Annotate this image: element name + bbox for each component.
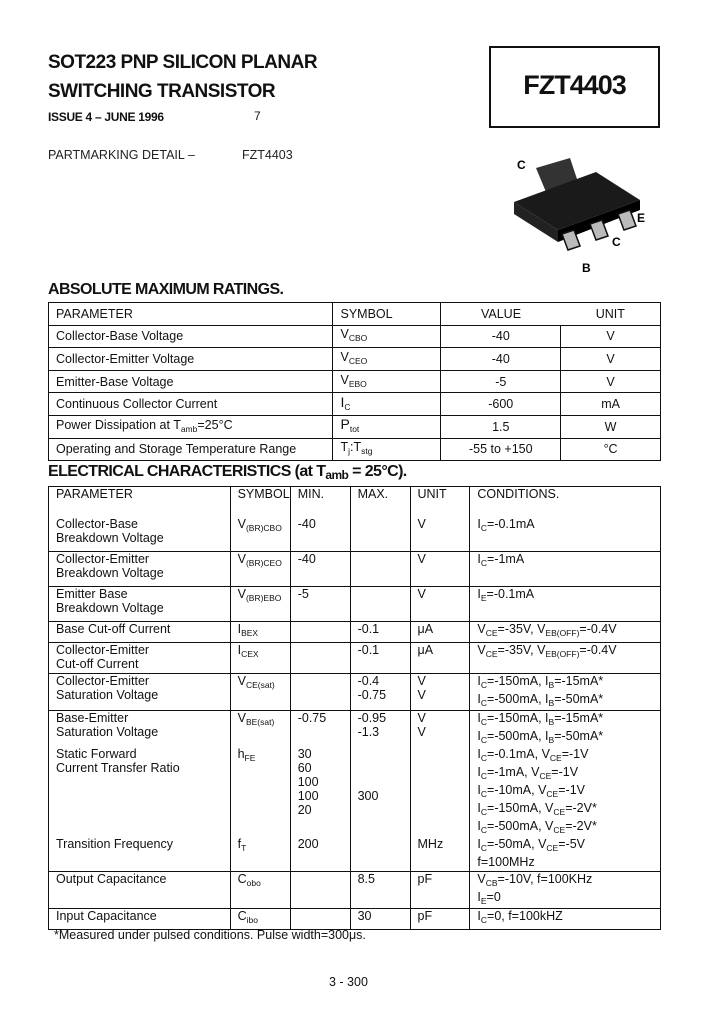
param-cell: Output Capacitance xyxy=(49,872,231,909)
footnote: *Measured under pulsed conditions. Pulse width=300μs. xyxy=(54,928,366,942)
value-cell: -40 xyxy=(441,348,561,371)
partmarking-value: FZT4403 xyxy=(242,148,293,162)
value-cell: -5 xyxy=(441,370,561,393)
table-row xyxy=(49,909,661,930)
cond-cell: $I_C=0$, f=100kHZ xyxy=(470,909,661,930)
symbol-cell: $V_{CE(sat)}$ xyxy=(230,674,290,711)
unit-cell xyxy=(410,747,470,837)
pin-label-b: B xyxy=(582,261,591,275)
value-cell: -40 xyxy=(441,325,561,348)
max-cell xyxy=(350,587,410,622)
symbol-cell: $I_C$ xyxy=(333,393,441,416)
unit-cell: V V xyxy=(410,674,470,711)
param-cell: Input Capacitance xyxy=(49,909,231,930)
param-cell: Base Cut-off Current xyxy=(49,622,231,643)
issue-mark: 7 xyxy=(254,109,261,123)
min-cell: -40 xyxy=(290,552,350,587)
table-row xyxy=(49,517,661,552)
param-cell: Collector-Base Voltage xyxy=(49,325,333,348)
unit-cell: V V xyxy=(410,711,470,748)
pin-e xyxy=(618,210,636,230)
min-cell: 200 xyxy=(290,837,350,872)
max-cell xyxy=(350,837,410,872)
table-row xyxy=(49,711,661,748)
pin-label-e: E xyxy=(637,211,646,225)
col-unit: UNIT xyxy=(410,487,470,518)
elec-header-row xyxy=(49,487,661,518)
param-cell: Transition Frequency xyxy=(49,837,231,872)
pin-label-c-top: C xyxy=(517,158,526,172)
cond-cell: $V_{CB}=-10V$, f=100KHz $I_E=0$ xyxy=(470,872,661,909)
part-number: FZT4403 xyxy=(523,70,626,100)
symbol-cell: $V_{CBO}$ xyxy=(333,325,441,348)
cond-cell: $I_C=-150mA$, $I_B=-15mA*$ $I_C=-500mA$, $I_B=-50mA*$ xyxy=(470,674,661,711)
table-row xyxy=(49,587,661,622)
min-cell xyxy=(290,674,350,711)
col-min: MIN. xyxy=(290,487,350,518)
partmarking-label: PARTMARKING DETAIL – xyxy=(48,148,195,162)
col-symbol: SYMBOL xyxy=(230,487,290,518)
symbol-cell: $V_{CEO}$ xyxy=(333,348,441,371)
param-cell: Static Forward Current Transfer Ratio xyxy=(49,747,231,837)
table-row xyxy=(49,872,661,909)
max-cell: -0.1 xyxy=(350,622,410,643)
unit-cell: pF xyxy=(410,909,470,930)
elec-title: ELECTRICAL CHARACTERISTICS (at $T_{amb} = 25^\circ C$). xyxy=(48,463,407,482)
unit-cell: MHz xyxy=(410,837,470,872)
symbol-cell: $T_j:T_{stg}$ xyxy=(333,438,441,461)
title-line-1: SOT223 PNP SILICON PLANAR xyxy=(48,52,318,73)
col-parameter: PARAMETER xyxy=(49,487,231,518)
min-cell xyxy=(290,909,350,930)
max-cell xyxy=(350,552,410,587)
table-row xyxy=(49,747,661,837)
symbol-cell: $V_{BE(sat)}$ xyxy=(230,711,290,748)
title-line-2: SWITCHING TRANSISTOR xyxy=(48,81,276,102)
unit-cell: V xyxy=(410,517,470,552)
unit-cell: pF xyxy=(410,872,470,909)
cond-cell: $I_C=-150mA$, $I_B=-15mA*$ $I_C=-500mA$, $I_B=-50mA*$ xyxy=(470,711,661,748)
cond-cell: $I_C=-1mA$ xyxy=(470,552,661,587)
table-row xyxy=(49,325,661,348)
unit-cell: V xyxy=(561,348,661,371)
param-cell: Emitter Base Breakdown Voltage xyxy=(49,587,231,622)
abs-max-header-row xyxy=(49,303,661,326)
param-cell: Collector-Emitter Cut-off Current xyxy=(49,643,231,674)
cond-cell: $V_{CE}=-35V$, $V_{EB(OFF)}=-0.4V$ xyxy=(470,643,661,674)
max-cell: 30 xyxy=(350,909,410,930)
param-cell: Operating and Storage Temperature Range xyxy=(49,438,333,461)
param-cell: Collector-Emitter Voltage xyxy=(49,348,333,371)
cond-cell: $I_C=-50mA$, $V_{CE}=-5V$ f=100MHz xyxy=(470,837,661,872)
min-cell xyxy=(290,872,350,909)
min-cell: -0.75 xyxy=(290,711,350,748)
table-row xyxy=(49,393,661,416)
table-row xyxy=(49,415,661,438)
max-cell: 300 xyxy=(350,747,410,837)
symbol-cell: $h_{FE}$ xyxy=(230,747,290,837)
symbol-cell: $V_{(BR)CBO}$ xyxy=(230,517,290,552)
value-cell: 1.5 xyxy=(441,415,561,438)
unit-cell: μA xyxy=(410,622,470,643)
abs-max-title: ABSOLUTE MAXIMUM RATINGS. xyxy=(48,281,284,298)
value-cell: -55 to +150 xyxy=(441,438,561,461)
symbol-cell: $f_T$ xyxy=(230,837,290,872)
col-max: MAX. xyxy=(350,487,410,518)
symbol-cell: $V_{EBO}$ xyxy=(333,370,441,393)
table-row xyxy=(49,622,661,643)
max-cell: -0.1 xyxy=(350,643,410,674)
cond-cell: $I_E=-0.1mA$ xyxy=(470,587,661,622)
symbol-cell: $V_{(BR)CEO}$ xyxy=(230,552,290,587)
min-cell: 30 60 100 100 20 xyxy=(290,747,350,837)
cond-cell: $V_{CE}=-35V$, $V_{EB(OFF)}=-0.4V$ xyxy=(470,622,661,643)
unit-cell: °C xyxy=(561,438,661,461)
max-cell: -0.95 -1.3 xyxy=(350,711,410,748)
symbol-cell: $P_{tot}$ xyxy=(333,415,441,438)
cond-cell: $I_C=-0.1mA$ xyxy=(470,517,661,552)
unit-cell: V xyxy=(410,552,470,587)
col-value: VALUE xyxy=(441,303,561,326)
table-row xyxy=(49,438,661,461)
param-cell: Collector-Base Breakdown Voltage xyxy=(49,517,231,552)
unit-cell: V xyxy=(561,370,661,393)
table-row xyxy=(49,837,661,872)
max-cell xyxy=(350,517,410,552)
symbol-cell: $I_{BEX}$ xyxy=(230,622,290,643)
symbol-cell: $C_{ibo}$ xyxy=(230,909,290,930)
min-cell xyxy=(290,622,350,643)
unit-cell: mA xyxy=(561,393,661,416)
unit-cell: μA xyxy=(410,643,470,674)
table-row xyxy=(49,552,661,587)
min-cell xyxy=(290,643,350,674)
param-cell: Power Dissipation at $T_{amb}=25^\circ C$ xyxy=(49,415,333,438)
col-parameter: PARAMETER xyxy=(49,303,333,326)
col-unit: UNIT xyxy=(561,303,661,326)
min-cell: -5 xyxy=(290,587,350,622)
unit-cell: V xyxy=(561,325,661,348)
min-cell: -40 xyxy=(290,517,350,552)
param-cell: Emitter-Base Voltage xyxy=(49,370,333,393)
abs-max-table xyxy=(48,302,661,461)
part-number-box xyxy=(489,46,660,128)
issue-date: ISSUE 4 – JUNE 1996 xyxy=(48,110,164,124)
value-cell: -600 xyxy=(441,393,561,416)
page-number: 3 - 300 xyxy=(329,975,368,989)
param-cell: Collector-Emitter Saturation Voltage xyxy=(49,674,231,711)
param-cell: Collector-Emitter Breakdown Voltage xyxy=(49,552,231,587)
table-row xyxy=(49,643,661,674)
max-cell: -0.4 -0.75 xyxy=(350,674,410,711)
symbol-cell: $V_{(BR)EBO}$ xyxy=(230,587,290,622)
sot223-package-drawing xyxy=(500,150,660,280)
cond-cell: $I_C=-0.1mA$, $V_{CE}=-1V$ $I_C=-1mA$, $V_{CE}=-1V$ $I_C=-10mA$, $V_{CE}=-1V$ $I_C=-150mA$, $V_{CE}=-2V*$ $I_C=-500mA$, $V_{CE}=-2V*$ xyxy=(470,747,661,837)
table-row xyxy=(49,348,661,371)
col-conditions: CONDITIONS. xyxy=(470,487,661,518)
table-row xyxy=(49,674,661,711)
table-row xyxy=(49,370,661,393)
unit-cell: V xyxy=(410,587,470,622)
symbol-cell: $I_{CEX}$ xyxy=(230,643,290,674)
param-cell: Continuous Collector Current xyxy=(49,393,333,416)
symbol-cell: $C_{obo}$ xyxy=(230,872,290,909)
unit-cell: W xyxy=(561,415,661,438)
max-cell: 8.5 xyxy=(350,872,410,909)
col-symbol: SYMBOL xyxy=(333,303,441,326)
elec-table xyxy=(48,486,661,930)
pin-label-c: C xyxy=(612,235,621,249)
param-cell: Base-Emitter Saturation Voltage xyxy=(49,711,231,748)
